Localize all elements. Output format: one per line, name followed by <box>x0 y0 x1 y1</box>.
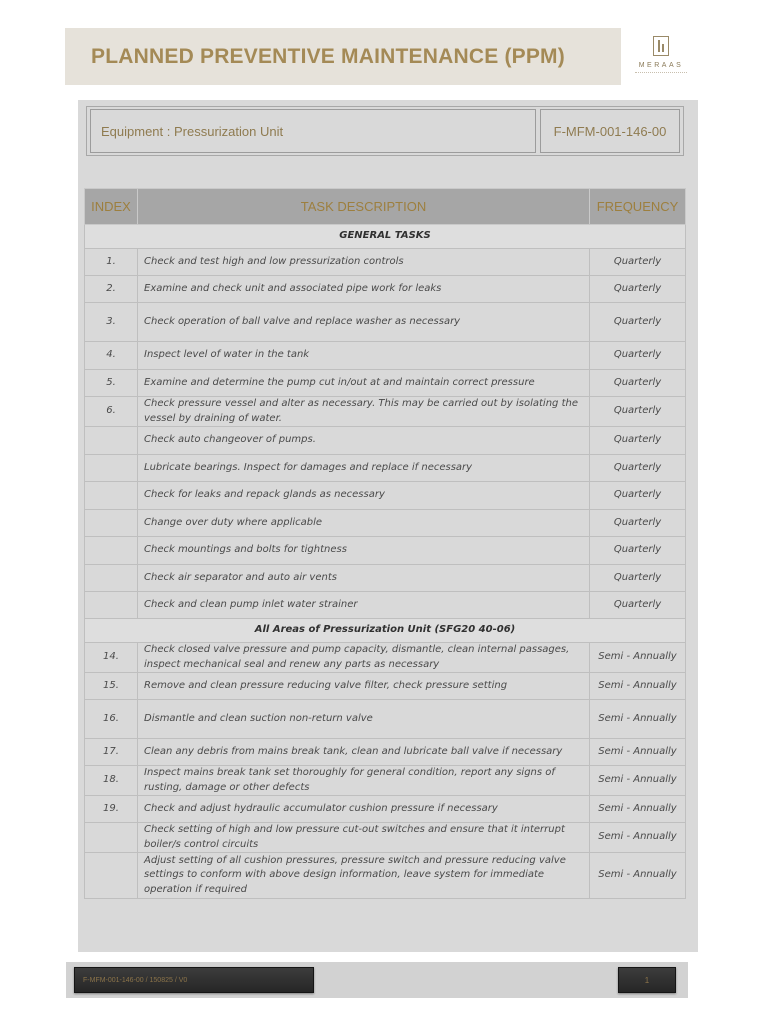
row-frequency: Semi - Annually <box>590 700 686 739</box>
row-task-description: Examine and check unit and associated pipe work for leaks <box>138 276 590 303</box>
row-task-description: Change over duty where applicable <box>138 510 590 537</box>
table-row <box>85 276 686 303</box>
row-task-description: Examine and determine the pump cut in/out at and maintain correct pressure <box>138 370 590 397</box>
logo-text: MERAAS <box>638 62 684 69</box>
row-task-description: Check for leaks and repack glands as necessary <box>138 482 590 510</box>
row-frequency: Quarterly <box>590 397 686 427</box>
row-index <box>85 592 138 619</box>
row-index: 5. <box>85 370 138 397</box>
row-task-description: Check setting of high and low pressure cut-out switches and ensure that it interrupt boiler/s control circuits <box>138 823 590 853</box>
row-task-description: Check and clean pump inlet water strainer <box>138 592 590 619</box>
table-row <box>85 397 686 427</box>
row-task-description: Dismantle and clean suction non-return valve <box>138 700 590 739</box>
row-task-description: Check operation of ball valve and replace washer as necessary <box>138 303 590 342</box>
section-row <box>85 619 686 643</box>
row-index <box>85 482 138 510</box>
table-row <box>85 643 686 673</box>
row-index: 4. <box>85 342 138 370</box>
row-index: 3. <box>85 303 138 342</box>
row-index: 14. <box>85 643 138 673</box>
table-header-row <box>85 189 686 225</box>
company-logo <box>628 36 694 86</box>
row-task-description: Check air separator and auto air vents <box>138 565 590 592</box>
row-index <box>85 510 138 537</box>
table-row <box>85 537 686 565</box>
table-row <box>85 455 686 482</box>
row-frequency: Quarterly <box>590 537 686 565</box>
row-frequency: Semi - Annually <box>590 673 686 700</box>
row-frequency: Quarterly <box>590 249 686 276</box>
row-index: 18. <box>85 766 138 796</box>
row-index <box>85 853 138 899</box>
row-index <box>85 427 138 455</box>
header-index: INDEX <box>85 189 138 225</box>
table-row <box>85 303 686 342</box>
row-task-description: Lubricate bearings. Inspect for damages and replace if necessary <box>138 455 590 482</box>
row-frequency: Semi - Annually <box>590 796 686 823</box>
section-row <box>85 225 686 249</box>
table-row <box>85 823 686 853</box>
row-index: 15. <box>85 673 138 700</box>
logo-mark-icon <box>653 36 669 56</box>
row-index: 1. <box>85 249 138 276</box>
section-title: GENERAL TASKS <box>85 225 686 249</box>
section-title: All Areas of Pressurization Unit (SFG20 40-06) <box>85 619 686 643</box>
table-row <box>85 482 686 510</box>
row-index <box>85 823 138 853</box>
row-frequency: Semi - Annually <box>590 739 686 766</box>
row-frequency: Quarterly <box>590 276 686 303</box>
row-frequency: Semi - Annually <box>590 853 686 899</box>
equipment-label: Equipment : Pressurization Unit <box>90 109 536 153</box>
row-frequency: Quarterly <box>590 455 686 482</box>
footer-doc-ref: F-MFM-001-146-00 / 150825 / V0 <box>74 967 314 993</box>
row-frequency: Semi - Annually <box>590 766 686 796</box>
row-task-description: Check pressure vessel and alter as necessary. This may be carried out by isolating the vessel by draining of water. <box>138 397 590 427</box>
task-table <box>84 188 686 899</box>
row-task-description: Check and test high and low pressurization controls <box>138 249 590 276</box>
table-row <box>85 853 686 899</box>
row-frequency: Quarterly <box>590 427 686 455</box>
row-frequency: Quarterly <box>590 482 686 510</box>
header-task-description: TASK DESCRIPTION <box>138 189 590 225</box>
header-frequency: FREQUENCY <box>590 189 686 225</box>
table-row <box>85 766 686 796</box>
row-index <box>85 565 138 592</box>
header-band <box>65 28 621 85</box>
table-row <box>85 370 686 397</box>
table-row <box>85 510 686 537</box>
row-task-description: Check mountings and bolts for tightness <box>138 537 590 565</box>
row-frequency: Quarterly <box>590 303 686 342</box>
row-index: 16. <box>85 700 138 739</box>
row-index: 6. <box>85 397 138 427</box>
table-row <box>85 565 686 592</box>
footer-page-number: 1 <box>618 967 676 993</box>
row-frequency: Quarterly <box>590 370 686 397</box>
row-task-description: Check closed valve pressure and pump capacity, dismantle, clean internal passages, inspect mechanical seal and renew any parts as necessary <box>138 643 590 673</box>
row-task-description: Inspect mains break tank set thoroughly for general condition, report any signs of rusting, damage or other defects <box>138 766 590 796</box>
logo-underline <box>635 72 687 74</box>
table-row <box>85 427 686 455</box>
row-task-description: Inspect level of water in the tank <box>138 342 590 370</box>
row-index: 19. <box>85 796 138 823</box>
form-code: F-MFM-001-146-00 <box>540 109 680 153</box>
row-frequency: Quarterly <box>590 510 686 537</box>
row-task-description: Check auto changeover of pumps. <box>138 427 590 455</box>
table-row <box>85 739 686 766</box>
page-title: PLANNED PREVENTIVE MAINTENANCE (PPM) <box>91 44 565 68</box>
row-task-description: Clean any debris from mains break tank, clean and lubricate ball valve if necessary <box>138 739 590 766</box>
row-index <box>85 455 138 482</box>
row-index <box>85 537 138 565</box>
row-task-description: Check and adjust hydraulic accumulator cushion pressure if necessary <box>138 796 590 823</box>
table-row <box>85 249 686 276</box>
row-index: 2. <box>85 276 138 303</box>
row-task-description: Adjust setting of all cushion pressures, pressure switch and pressure reducing valve settings to conform with above design information, leave system for immediate operation if required <box>138 853 590 899</box>
row-index: 17. <box>85 739 138 766</box>
task-table-body <box>85 225 686 899</box>
row-frequency: Quarterly <box>590 342 686 370</box>
row-frequency: Semi - Annually <box>590 823 686 853</box>
row-task-description: Remove and clean pressure reducing valve filter, check pressure setting <box>138 673 590 700</box>
row-frequency: Quarterly <box>590 592 686 619</box>
row-frequency: Semi - Annually <box>590 643 686 673</box>
table-row <box>85 342 686 370</box>
row-frequency: Quarterly <box>590 565 686 592</box>
table-row <box>85 700 686 739</box>
table-row <box>85 796 686 823</box>
table-row <box>85 592 686 619</box>
table-row <box>85 673 686 700</box>
